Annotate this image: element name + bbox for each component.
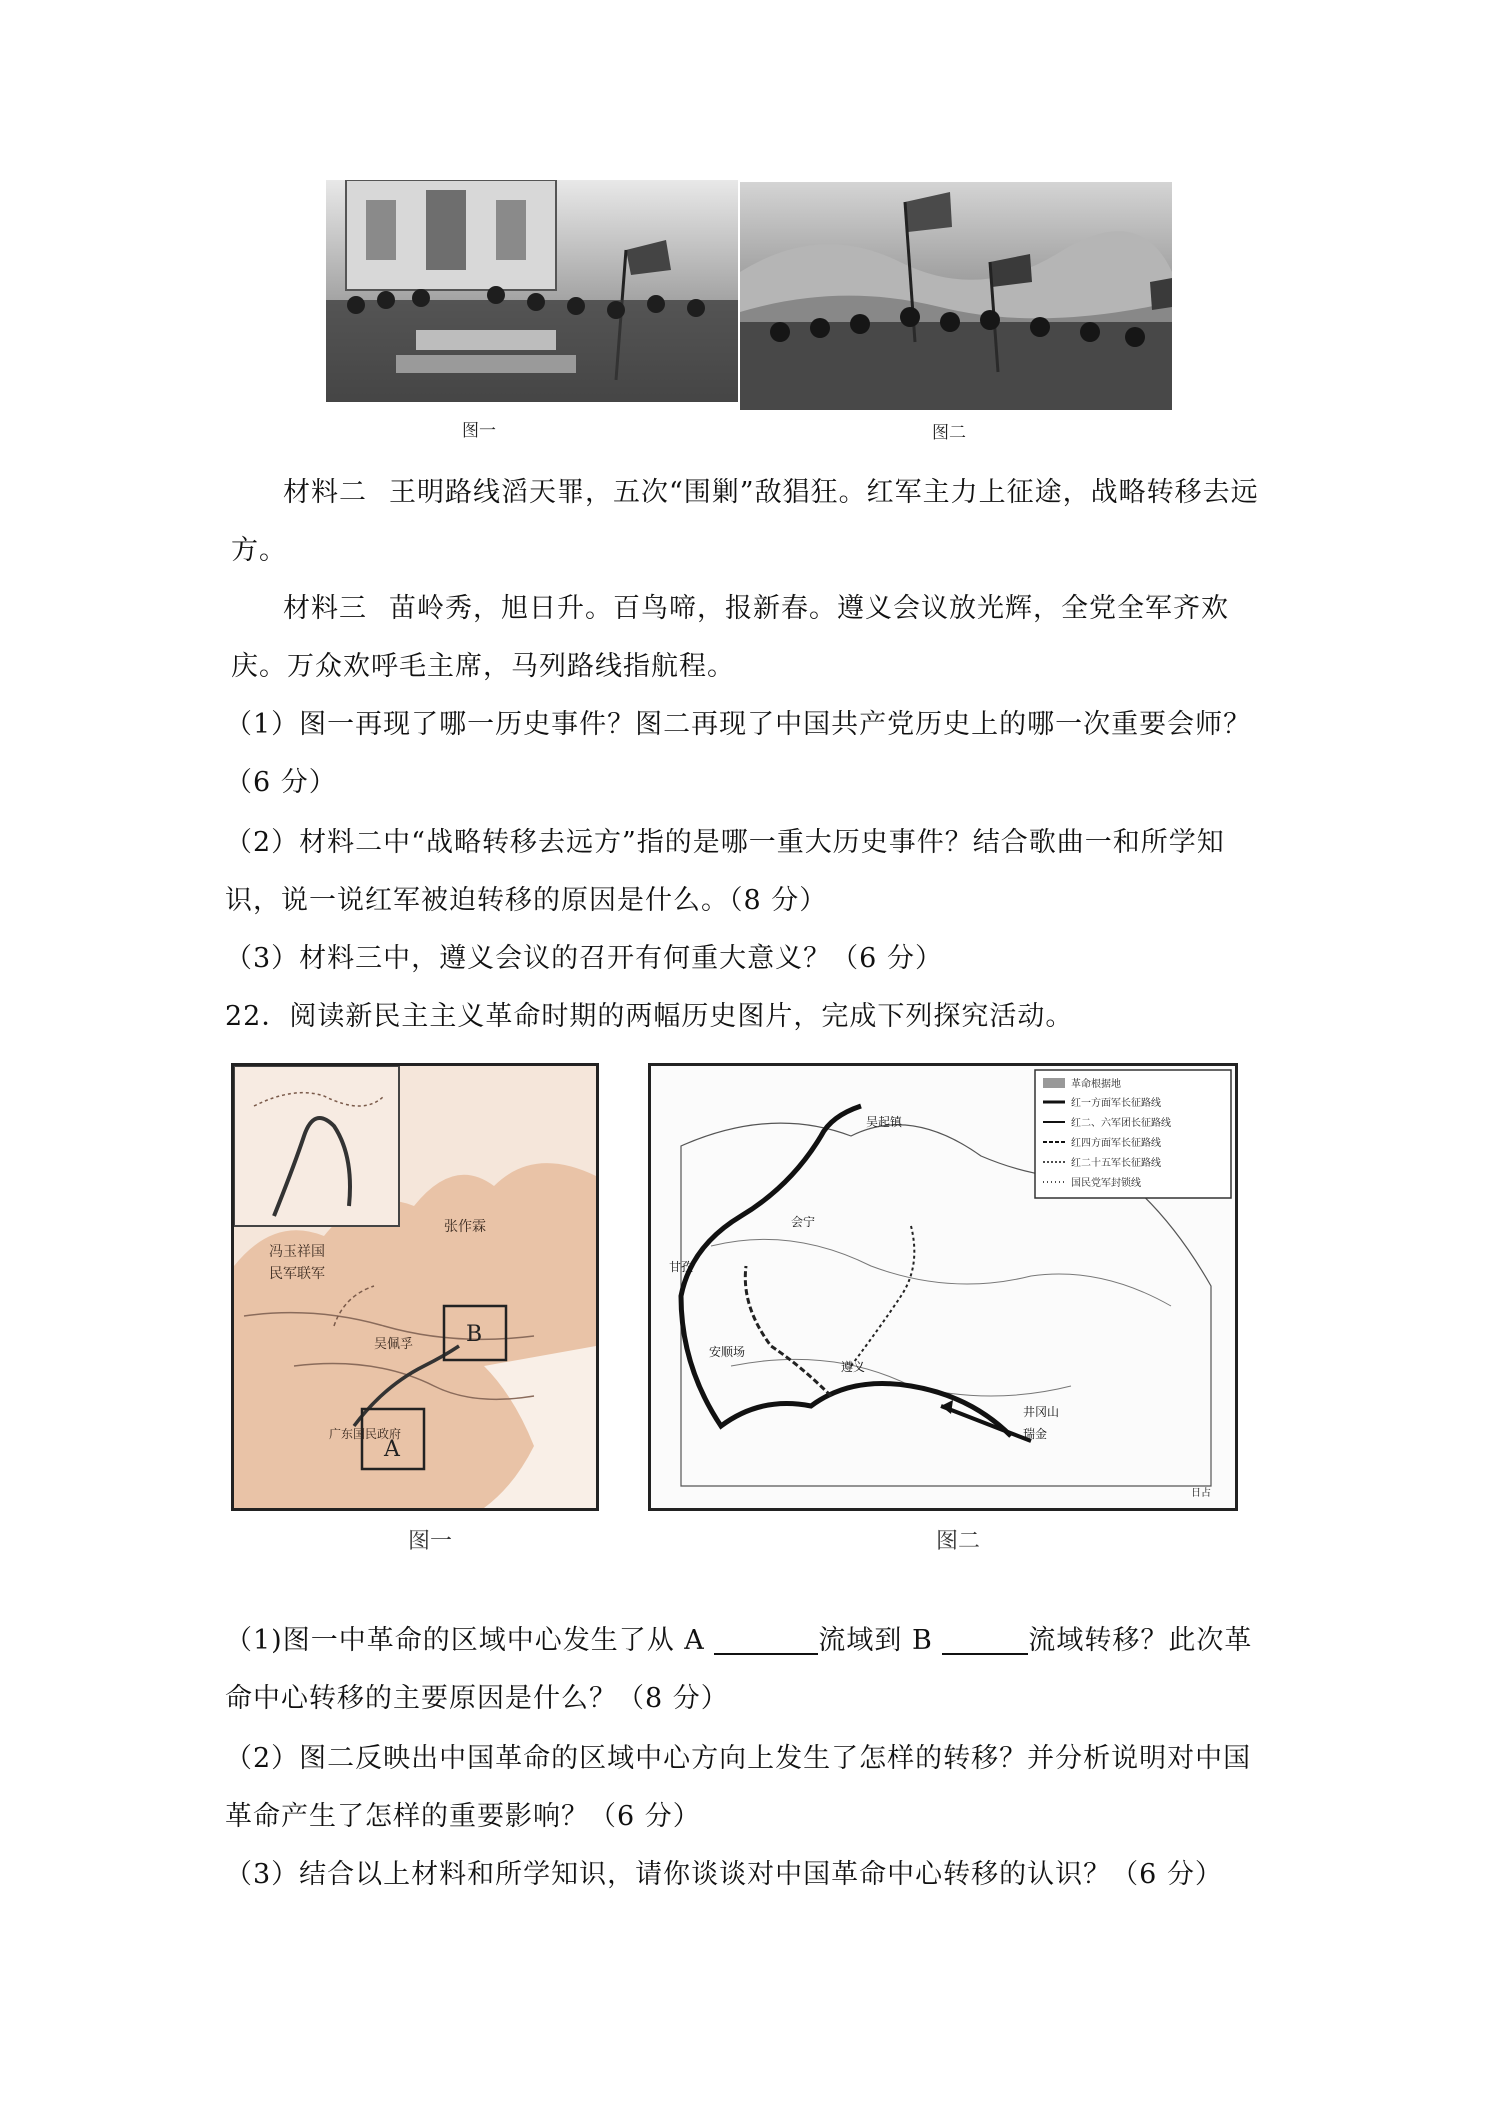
map-2-legend-0: 革命根据地 (1071, 1079, 1121, 1090)
map-1-label-zhangzuolin: 张作霖 (444, 1219, 486, 1235)
figure-1-illustration (326, 180, 738, 402)
figure-2-caption: 图二 (932, 423, 966, 443)
q21-question-2: （2）材料二中“战略转移去远方”指的是哪一重大历史事件？结合歌曲一和所学知识，说一说红军被迫转移的原因是什么。（8 分） (225, 827, 1225, 916)
q22-stem: 22．阅读新民主主义革命时期的两幅历史图片，完成下列探究活动。 (225, 1001, 1074, 1032)
q22-question-1 (225, 1612, 1275, 1728)
answer-blank-a[interactable] (714, 1623, 818, 1655)
material-3-label: 材料三 (283, 593, 367, 624)
map-2-legend-4: 红二十五军长征路线 (1071, 1158, 1161, 1169)
figure-1-photo (326, 180, 738, 402)
map-2-legend-3: 红四方面军长征路线 (1071, 1138, 1161, 1149)
figure-1-caption: 图一 (462, 421, 496, 441)
map-2-caption: 图二 (936, 1529, 981, 1554)
map-1-label-wupeifu: 吴佩孚 (374, 1337, 414, 1352)
map-figure-2 (648, 1063, 1238, 1511)
map-1-label-b: B (466, 1322, 483, 1347)
figure-2-illustration (740, 182, 1172, 410)
map-2-label-jinggangshan: 井冈山 (1023, 1405, 1060, 1419)
material-3-text: 苗岭秀，旭日升。百鸟啼，报新春。遵义会议放光辉，全党全军齐欢庆。万众欢呼毛主席，马列路线指航程。 (231, 593, 1229, 682)
material-2-text: 王明路线滔天罪，五次“围剿”敌猖狂。红军主力上征途，战略转移去远方。 (231, 477, 1259, 566)
map-2-drawing (651, 1066, 1235, 1508)
map-1-label-fengyuxiang: 冯玉祥国 (269, 1244, 325, 1260)
map-2-label-anshunchang: 安顺场 (709, 1345, 746, 1359)
q21-question-3: （3）材料三中，遵义会议的召开有何重大意义？（6 分） (225, 943, 943, 974)
map-2-label-ruijin: 瑞金 (1023, 1427, 1048, 1441)
map-2-label-zunyi: 遵义 (841, 1360, 866, 1374)
map-1-caption: 图一 (408, 1529, 453, 1554)
answer-blank-b[interactable] (942, 1623, 1028, 1655)
figure-2-photo (740, 182, 1172, 410)
map-2-label-rizhan: 日占 (1191, 1488, 1211, 1499)
q22-question-2: （2）图二反映出中国革命的区域中心方向上发生了怎样的转移？并分析说明对中国革命产生了怎样的重要影响？（6 分） (225, 1743, 1252, 1832)
map-figure-1 (231, 1063, 599, 1511)
map-1-label-a: A (384, 1437, 400, 1462)
map-1-drawing (234, 1066, 596, 1508)
material-2 (231, 464, 1281, 580)
map-2-label-huining: 会宁 (791, 1215, 816, 1229)
q22-question-1-part-c: 流域转移？此次革命中心转移的主要原因是什么？（8 分） (225, 1625, 1253, 1714)
map-2-label-wuqizhen: 吴起镇 (866, 1115, 903, 1129)
q22-question-3: （3）结合以上材料和所学知识，请你谈谈对中国革命中心转移的认识？（6 分） (225, 1859, 1223, 1890)
q21-question-1: （1）图一再现了哪一历史事件？图二再现了中国共产党历史上的哪一次重要会师？（6 分） (225, 709, 1252, 798)
map-1-label-guangdong: 广东国民政府 (329, 1427, 402, 1441)
material-2-label: 材料二 (283, 477, 367, 508)
material-3 (231, 580, 1281, 696)
map-2-legend-5: 国民党军封锁线 (1071, 1178, 1141, 1189)
q22-question-1-part-b: 流域到 B (818, 1625, 933, 1656)
map-2-label-ganzi: 甘孜 (669, 1260, 694, 1274)
map-2-legend-1: 红一方面军长征路线 (1071, 1098, 1161, 1109)
q22-question-1-part-a: （1)图一中革命的区域中心发生了从 A (225, 1625, 705, 1656)
map-2-legend-2: 红二、六军团长征路线 (1071, 1118, 1171, 1129)
map-1-label-minjun: 民军联军 (269, 1266, 325, 1282)
